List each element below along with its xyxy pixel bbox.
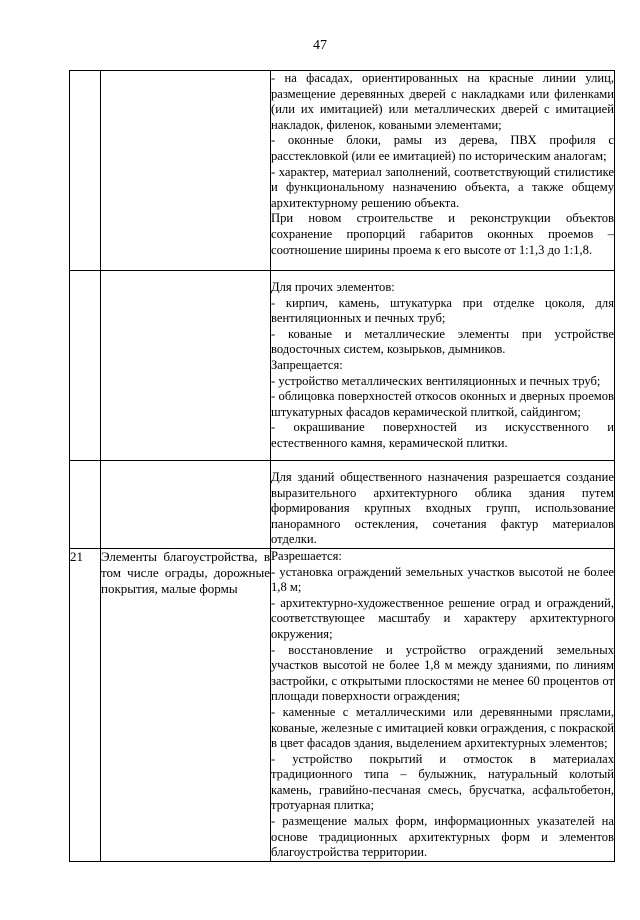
paragraph: - облицовка поверхностей откосов оконных и дверных проемов штукатурных фасадов керамической плиткой, сайдингом; [271, 389, 614, 419]
element-name-cell: Элементы благоустройства, в том числе ограды, дорожные покрытия, малые формы [101, 548, 271, 861]
paragraph: Запрещается: [271, 357, 343, 372]
paragraph: Для зданий общественного назначения разрешается создание выразительного архитектурного облика здания путем формирования крупных входных групп, использование панорамного остекления, сочетания фактур материалов отделки. [271, 470, 614, 547]
requirements-cell [271, 71, 615, 271]
element-name-cell [101, 271, 271, 461]
paragraph: - размещение малых форм, информационных указателей на основе традиционных архитектурных форм и элементов благоустройства территории. [271, 814, 614, 860]
paragraph: - каменные с металлическими или деревянными пряслами, кованые, железные с имитацией ковки ограждения, с покраской в цвет фасадов здания, выделением архитектурных элементов; [271, 704, 614, 751]
row-number-cell [70, 461, 101, 549]
paragraph: Разрешается: [271, 548, 342, 563]
page-number: 47 [313, 38, 327, 53]
table-row [70, 548, 615, 861]
table-row [70, 71, 615, 271]
paragraph: Для прочих элементов: [271, 280, 395, 294]
row-number-cell [70, 271, 101, 461]
paragraph: - кирпич, камень, штукатурка при отделке цоколя, для вентиляционных и печных труб; [271, 295, 614, 326]
requirements-cell [271, 271, 615, 461]
paragraph: - устройство металлических вентиляционных и печных труб; [271, 373, 601, 388]
paragraph: - установка ограждений земельных участков высотой не более 1,8 м; [271, 564, 614, 595]
table-row [70, 461, 615, 549]
paragraph: При новом строительстве и реконструкции объектов сохранение пропорций габаритов оконных проемов – соотношение ширины проема к его высоте от 1:1,3 до 1:1,8. [271, 211, 614, 257]
paragraph: - архитектурно-художественное решение оград и ограждений, соответствующее масштабу и характеру архитектурного окружения; [271, 595, 614, 641]
table-row [70, 271, 615, 461]
paragraph: - окрашивание поверхностей из искусственного и естественного камня, керамической плитки. [271, 420, 614, 450]
requirements-cell [271, 548, 615, 861]
row-number-cell: 21 [70, 548, 101, 861]
element-name-cell [101, 461, 271, 549]
paragraph: - характер, материал заполнений, соответствующий стилистике и функциональному назначению объекта, а также общему архитектурному решению объекта. [271, 164, 614, 210]
paragraph: - кованые и металлические элементы при устройстве водосточных систем, козырьков, дымников. [271, 326, 614, 357]
paragraph: - восстановление и устройство ограждений земельных участков высотой не более 1,8 м между зданиями, по линиям застройки, с открытыми плоскостями не менее 60 процентов от площади поверхности ограждения; [271, 642, 614, 704]
paragraph: - устройство покрытий и отмосток в материалах традиционного типа – булыжник, натуральный колотый камень, гравийно-песчаная смесь, брусчатка, асфальтобетон, тротуарная плитка; [271, 751, 614, 813]
element-name-cell [101, 71, 271, 271]
paragraph: - на фасадах, ориентированных на красные линии улиц, размещение деревянных дверей с накладками или филенками (или их имитацией) или металлических дверей с имитацией накладок, филенок, коваными элементами; [271, 71, 614, 132]
paragraph: - оконные блоки, рамы из дерева, ПВХ профиля с расстекловкой (или ее имитацией) по историческим аналогам; [271, 133, 614, 163]
row-number-cell [70, 71, 101, 271]
regulations-table [69, 70, 615, 862]
requirements-cell [271, 461, 615, 549]
